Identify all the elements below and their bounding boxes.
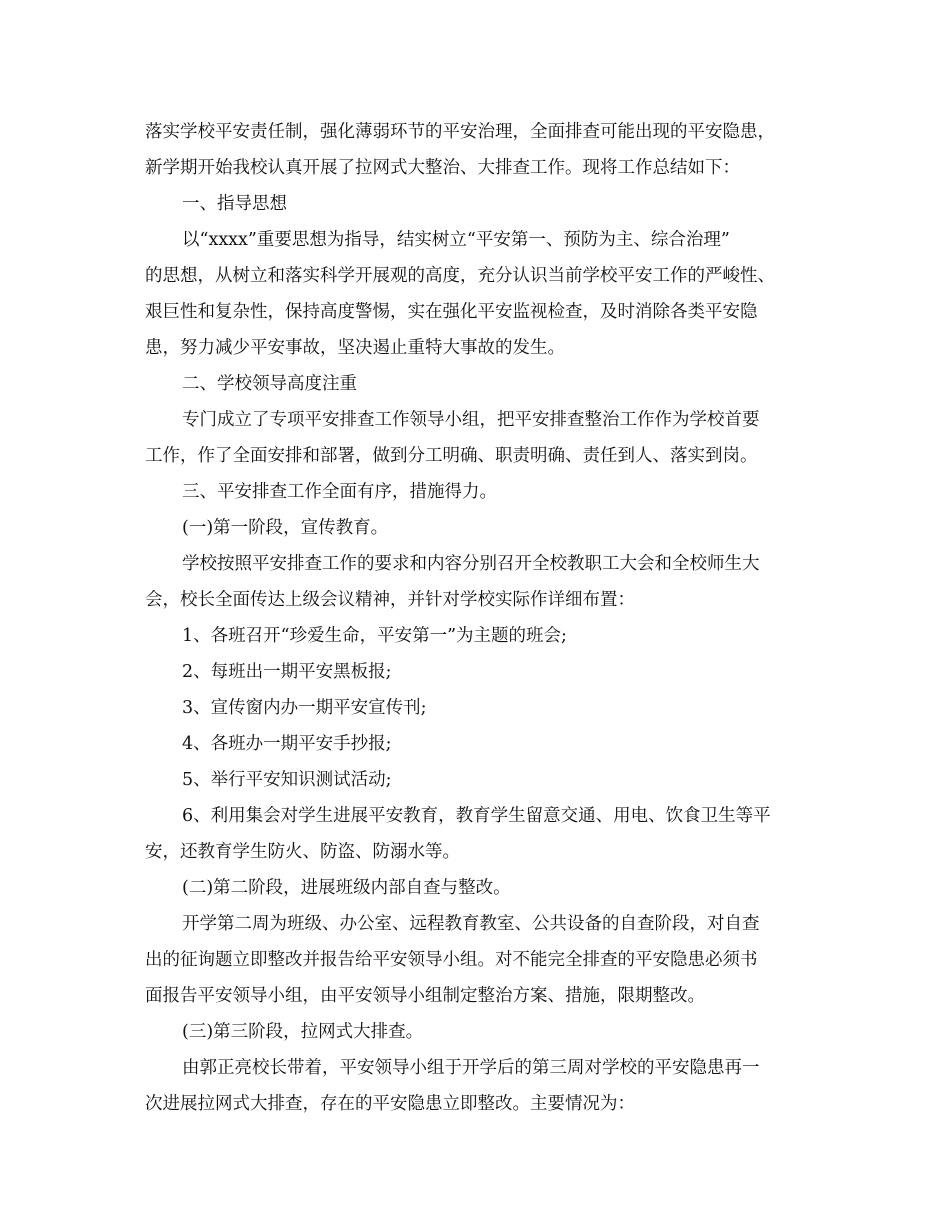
text-line: (三)第三阶段，拉网式大排查。 — [182, 1022, 424, 1042]
text-line: 的思想，从树立和落实科学开展观的高度，充分认识当前学校平安工作的严峻性、 — [145, 266, 775, 286]
document-body — [145, 114, 815, 1122]
text-line: 次进展拉网式大排查，存在的平安隐患立即整改。主要情况为： — [145, 1094, 635, 1114]
text-line: 1、各班召开“珍爱生命，平安第一”为主题的班会; — [182, 626, 567, 646]
text-line: 会，校长全面传达上级会议精神，并针对学校实际作详细布置： — [145, 590, 635, 610]
text-line: 以“xxxx”重要思想为指导，结实树立“平安第一、预防为主、综合治理” — [182, 230, 730, 250]
text-line: 专门成立了专项平安排查工作领导小组，把平安排查整治工作作为学校首要 — [182, 410, 760, 430]
text-line: 安，还教育学生防火、防盗、防溺水等。 — [145, 842, 460, 862]
text-line: (二)第二阶段，进展班级内部自查与整改。 — [182, 878, 511, 898]
text-line: 开学第二周为班级、办公室、远程教育教室、公共设备的自查阶段，对自查 — [182, 914, 760, 934]
text-line: 6、利用集会对学生进展平安教育，教育学生留意交通、用电、饮食卫生等平 — [182, 806, 771, 826]
text-line: 学校按照平安排查工作的要求和内容分别召开全校教职工大会和全校师生大 — [182, 554, 760, 574]
text-line: 3、宣传窗内办一期平安宣传刊; — [182, 698, 427, 718]
text-line: 2、每班出一期平安黑板报; — [182, 662, 392, 682]
text-line: 二、学校领导高度注重 — [182, 374, 357, 394]
text-line: 面报告平安领导小组，由平安领导小组制定整治方案、措施，限期整改。 — [145, 986, 705, 1006]
text-line: 一、指导思想 — [182, 194, 287, 214]
text-line: 4、各班办一期平安手抄报; — [182, 734, 392, 754]
text-line: 患，努力减少平安事故，坚决遏止重特大事故的发生。 — [145, 338, 565, 358]
text-line: 落实学校平安责任制，强化薄弱环节的平安治理，全面排查可能出现的平安隐患， — [145, 122, 775, 142]
text-line: 5、举行平安知识测试活动; — [182, 770, 392, 790]
text-line: 艰巨性和复杂性，保持高度警惕，实在强化平安监视检查，及时消除各类平安隐 — [145, 302, 758, 322]
text-line: 出的征询题立即整改并报告给平安领导小组。对不能完全排查的平安隐患必须书 — [145, 950, 758, 970]
text-line: (一)第一阶段，宣传教育。 — [182, 518, 389, 538]
text-line: 新学期开始我校认真开展了拉网式大整治、大排查工作。现将工作总结如下： — [145, 158, 740, 178]
text-line: 由郭正亮校长带着，平安领导小组于开学后的第三周对学校的平安隐患再一 — [182, 1058, 760, 1078]
text-line: 三、平安排查工作全面有序，措施得力。 — [182, 482, 497, 502]
text-line: 工作，作了全面安排和部署，做到分工明确、职责明确、责任到人、落实到岗。 — [145, 446, 758, 466]
